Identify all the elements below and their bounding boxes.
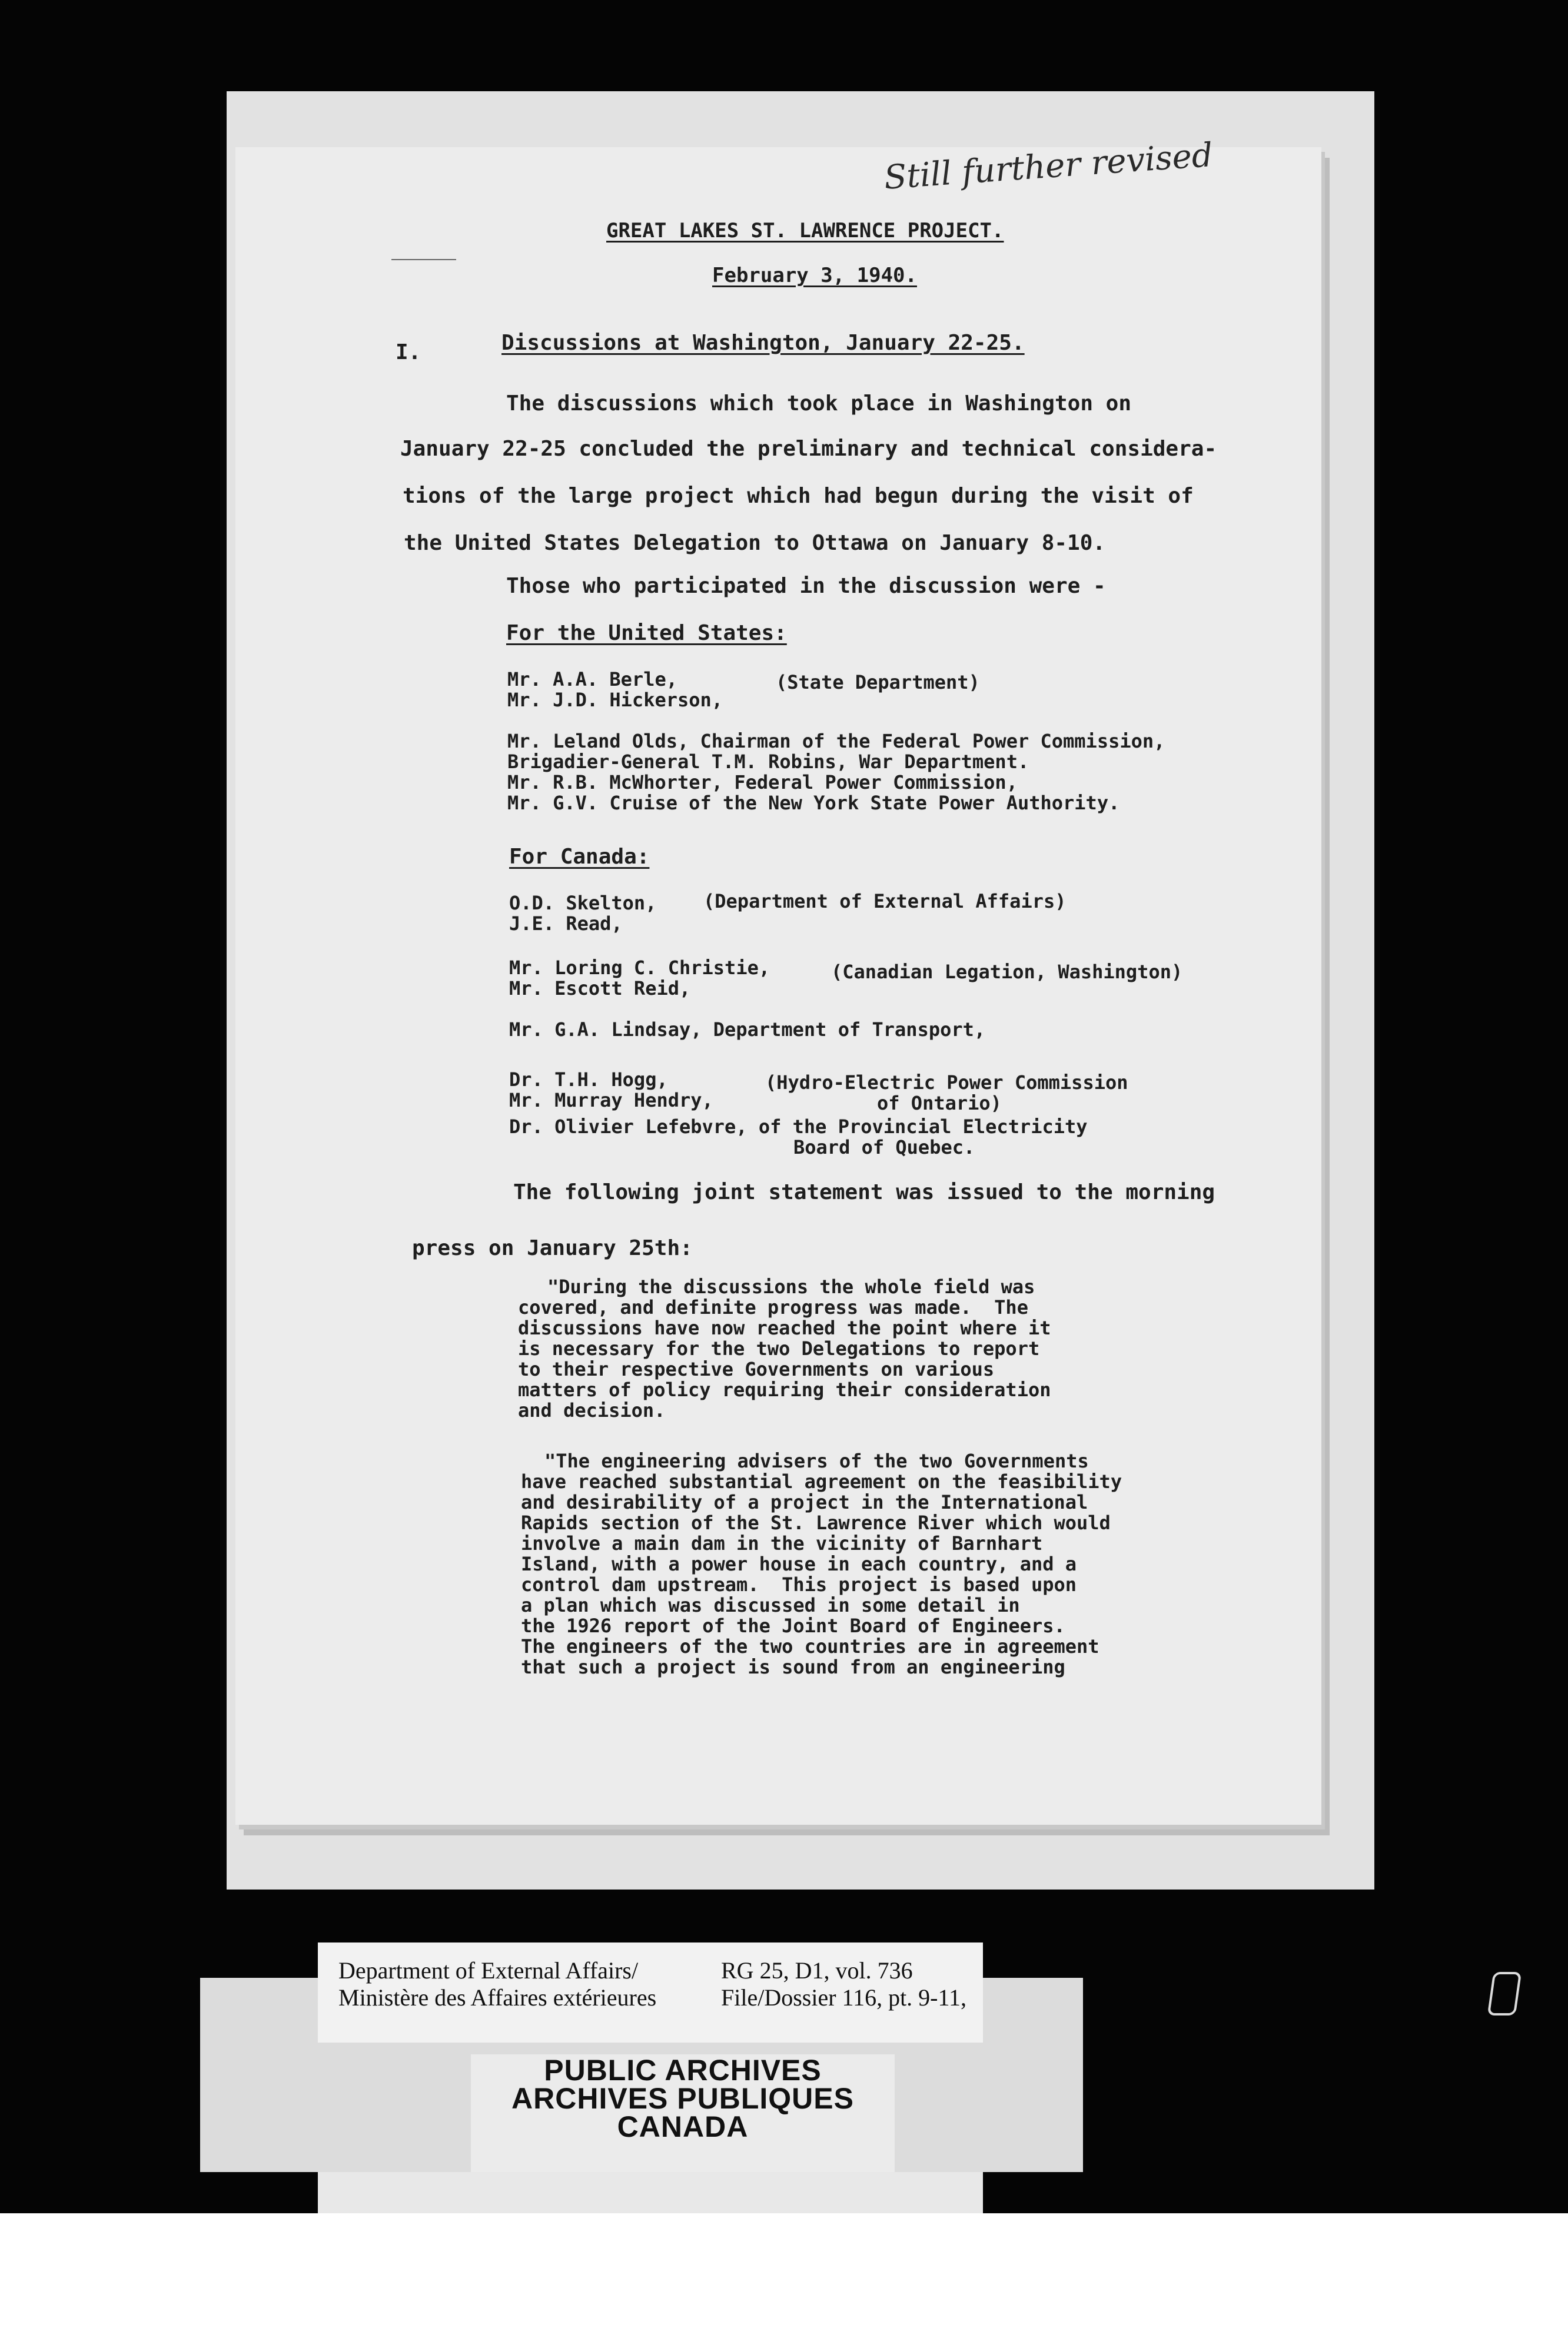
participant-affiliation: (Department of External Affairs)	[703, 890, 1067, 912]
quote-line: Rapids section of the St. Lawrence River which would	[521, 1512, 1111, 1534]
participant-affiliation: (State Department)	[776, 671, 980, 693]
participant-name: Mr. J.D. Hickerson,	[507, 689, 723, 711]
statement-intro: The following joint statement was issued to the morning	[513, 1180, 1215, 1204]
quote-line: to their respective Governments on various	[518, 1358, 995, 1380]
quote-line: a plan which was discussed in some detail in	[521, 1594, 1020, 1616]
quote-line: that such a project is sound from an engineering	[521, 1656, 1065, 1678]
participant-affiliation: of Ontario)	[877, 1092, 1002, 1114]
participants-intro: Those who participated in the discussion were -	[506, 574, 1106, 598]
quote-line: the 1926 report of the Joint Board of Engineers.	[521, 1615, 1065, 1637]
participant-line: Dr. Olivier Lefebvre, of the Provincial Electricity	[509, 1115, 1088, 1138]
intro-line: The discussions which took place in Washington on	[506, 391, 1132, 416]
archives-line: CANADA	[617, 2110, 749, 2143]
quote-line: have reached substantial agreement on the feasibility	[521, 1470, 1122, 1493]
quote-line: covered, and definite progress was made. The	[518, 1296, 1028, 1319]
intro-line: the United States Delegation to Ottawa on January 8-10.	[404, 531, 1106, 555]
participant-name: J.E. Read,	[509, 912, 623, 935]
intro-line: tions of the large project which had begun during the visit of	[403, 484, 1194, 508]
participant-affiliation: (Hydro-Electric Power Commission	[765, 1071, 1128, 1094]
participant-affiliation: (Canadian Legation, Washington)	[831, 961, 1183, 983]
participant-line: Mr. Leland Olds, Chairman of the Federal Power Commission,	[507, 730, 1165, 752]
participant-name: Mr. Murray Hendry,	[509, 1089, 713, 1111]
section-heading: Discussions at Washington, January 22-25.	[501, 331, 1025, 355]
handwritten-note: Still further revised	[883, 135, 1214, 197]
quote-line: and decision.	[518, 1399, 666, 1422]
us-heading: For the United States:	[506, 621, 787, 645]
participant-name: Mr. Escott Reid,	[509, 977, 691, 1000]
canada-heading: For Canada:	[509, 845, 650, 869]
quote-line: Island, with a power house in each country, and a	[521, 1553, 1077, 1575]
archive-label-foot	[318, 2172, 983, 2213]
participant-line: Mr. R.B. McWhorter, Federal Power Commission,	[507, 771, 1018, 793]
document-title: GREAT LAKES ST. LAWRENCE PROJECT.	[606, 219, 1004, 243]
department-line: Ministère des Affaires extérieures	[338, 1984, 657, 2011]
archives-line: ARCHIVES PUBLIQUES	[511, 2082, 854, 2115]
participant-name: Dr. T.H. Hogg,	[509, 1068, 668, 1091]
document-date: February 3, 1940.	[712, 264, 917, 287]
participant-line: Mr. G.A. Lindsay, Department of Transport,	[509, 1018, 986, 1041]
participant-name: Mr. Loring C. Christie,	[509, 957, 770, 979]
quote-line: and desirability of a project in the International	[521, 1491, 1088, 1513]
quote-line: involve a main dam in the vicinity of Barnhart	[521, 1532, 1043, 1555]
quote-line: "During the discussions the whole field was	[547, 1276, 1035, 1298]
quote-line: matters of policy requiring their consideration	[518, 1379, 1051, 1401]
participant-line: Mr. G.V. Cruise of the New York State Power Authority.	[507, 792, 1120, 814]
quote-line: control dam upstream. This project is based upon	[521, 1573, 1077, 1596]
statement-intro: press on January 25th:	[412, 1236, 693, 1260]
archives-line: PUBLIC ARCHIVES	[544, 2054, 822, 2087]
quote-line: is necessary for the two Delegations to report	[518, 1337, 1040, 1360]
quote-line: "The engineering advisers of the two Governments	[544, 1450, 1089, 1472]
reference-line: File/Dossier 116, pt. 9-11,	[721, 1984, 967, 2011]
reference-line: RG 25, D1, vol. 736	[721, 1957, 913, 1984]
participant-name: O.D. Skelton,	[509, 892, 657, 914]
margin-mark	[391, 259, 456, 260]
participant-line: Brigadier-General T.M. Robins, War Department.	[507, 751, 1029, 773]
quote-line: The engineers of the two countries are in agreement	[521, 1635, 1099, 1658]
department-line: Department of External Affairs/	[338, 1957, 639, 1984]
intro-line: January 22-25 concluded the preliminary and technical considera-	[400, 437, 1217, 461]
section-number: I.	[396, 340, 421, 364]
participant-name: Mr. A.A. Berle,	[507, 668, 677, 690]
participant-line: Board of Quebec.	[793, 1136, 975, 1158]
quote-line: discussions have now reached the point where it	[518, 1317, 1051, 1339]
